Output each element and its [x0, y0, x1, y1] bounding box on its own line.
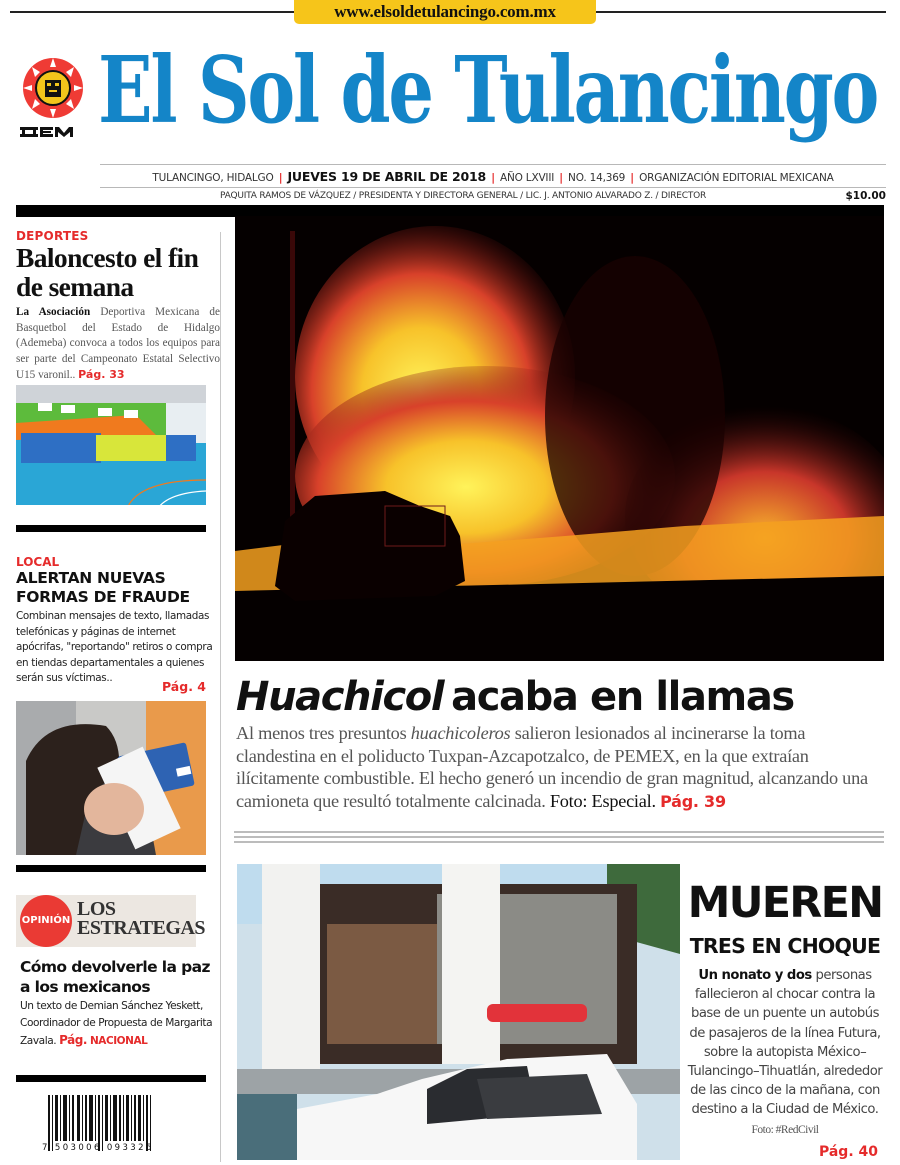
page-ref[interactable]: Pág. 4 [161, 679, 206, 694]
story-divider [234, 841, 884, 843]
page-ref[interactable]: Pág. 39 [660, 791, 726, 811]
info-rule-bottom [100, 187, 886, 188]
opinion-banner[interactable] [16, 895, 206, 947]
photo-credit: Foto: #RedCivil [751, 1123, 819, 1136]
info-rule-top [100, 164, 886, 165]
section-rule [16, 525, 206, 532]
column-name-line1: LOS [77, 898, 116, 920]
headline-italic: Huachicol [236, 674, 444, 720]
fire-photo[interactable] [235, 216, 884, 661]
page-ref[interactable]: Pág. 33 [78, 368, 125, 381]
summary-italic: huachicoleros [410, 723, 511, 743]
column-name-line2: ESTRATEGAS [77, 917, 206, 939]
basketball-team-photo[interactable] [16, 385, 206, 511]
headline-opinion[interactable]: Cómo devolverle la paz a los mexicanos [20, 958, 210, 996]
summary-text: Al menos tres presuntos [236, 723, 411, 743]
separator: | [559, 172, 563, 184]
location: TULANCINGO, HIDALGO [152, 172, 274, 184]
opinion-badge: OPINIÓN [20, 895, 72, 947]
story-divider [234, 831, 884, 833]
summary-text: personas fallecieron al chocar contra la base de un puente un autobús de pasajeros de la línea Futura, sobre la autopista México–Tulancingo–Tihuatlán, alrededor de las cinco de la mañana, con destino a la Ciudad de México. [687, 968, 883, 1118]
website-url[interactable]: www.elsoldetulancingo.com.mx [294, 0, 596, 24]
crash-summary [684, 966, 886, 1140]
separator: | [491, 172, 495, 184]
main-summary [236, 722, 886, 813]
oem-sun-logo-icon [18, 55, 88, 145]
column-divider [220, 232, 221, 1162]
page-ref-section[interactable]: NACIONAL [89, 1035, 148, 1047]
section-tag-local[interactable]: LOCAL [16, 555, 60, 569]
left-column [16, 217, 220, 1165]
headline-baloncesto[interactable]: Baloncesto el fin de semana [16, 242, 199, 302]
story-divider [234, 836, 884, 838]
fraud-receipt-photo[interactable] [16, 701, 206, 855]
summary-fraude: Combinan mensajes de texto, llamadas telefónicas y páginas de internet apócrifas, "reportando" retiros o compra en tiendas departamentales a quienes serán sus víctimas.. [16, 610, 213, 684]
summary-baloncesto [16, 305, 220, 384]
headline-rest: acaba en llamas [451, 674, 794, 720]
column-name [77, 900, 205, 938]
section-rule [16, 865, 206, 872]
issue-date: JUEVES 19 DE ABRIL DE 2018 [287, 169, 487, 184]
summary-text: salieron lesionados al incinerarse la toma clandestina en el poliducto Tuxpan-Azcapotzalco, de PEMEX, en la que extraían ilícitamente combustible. El hecho generó un incendio de gran magnitud, alcanzando una camioneta que resultó totalmente calcinada. [236, 723, 868, 811]
crash-headline-sub[interactable]: TRES EN CHOQUE [689, 934, 881, 958]
summary-text: Deportiva Mexicana de Basquetbol del Estado de Hidalgo (Ademeba) convoca a todos los equipos para ser parte del Campeonato Estatal Selectivo U15 varonil.. [16, 306, 220, 381]
crash-headline-main[interactable]: MUEREN [687, 878, 883, 928]
issue-number: NO. 14,369 [568, 172, 626, 184]
lead-in: Un nonato y dos [698, 968, 812, 983]
bus-crash-photo[interactable] [237, 864, 680, 1160]
summary-opinion [20, 998, 220, 1050]
photo-credit: Foto: Especial. [549, 790, 661, 811]
dateline [100, 168, 886, 186]
page-ref[interactable]: Pág. 40 [818, 1144, 878, 1160]
staff-line [100, 189, 886, 203]
section-rule [16, 1075, 206, 1082]
lead-in: La Asociación [16, 306, 91, 318]
organization: ORGANIZACIÓN EDITORIAL MEXICANA [639, 172, 834, 184]
main-headline[interactable] [236, 668, 886, 726]
page-ref-label[interactable]: Pág. [59, 1033, 88, 1047]
newspaper-title[interactable]: El Sol de Tulancingo [98, 36, 877, 144]
oem-wordmark [20, 127, 73, 137]
price: $10.00 [845, 190, 886, 202]
headline-fraude[interactable]: ALERTAN NUEVAS FORMAS DE FRAUDE [16, 569, 190, 606]
barcode-number: 7 503006 093326 [42, 1143, 154, 1153]
section-tag-deportes[interactable]: DEPORTES [16, 229, 89, 243]
issue-year: AÑO LXVIII [499, 172, 555, 184]
summary-text: Un texto de Demian Sánchez Yeskett, Coordinador de Propuesta de Margarita Zavala. [20, 1000, 213, 1047]
separator: | [630, 172, 634, 184]
staff-credits: PAQUITA RAMOS DE VÁZQUEZ / PRESIDENTA Y DIRECTORA GENERAL / LIC. J. ANTONIO ALVARADO Z. / DIRECTOR [220, 191, 707, 201]
separator: | [278, 172, 283, 184]
